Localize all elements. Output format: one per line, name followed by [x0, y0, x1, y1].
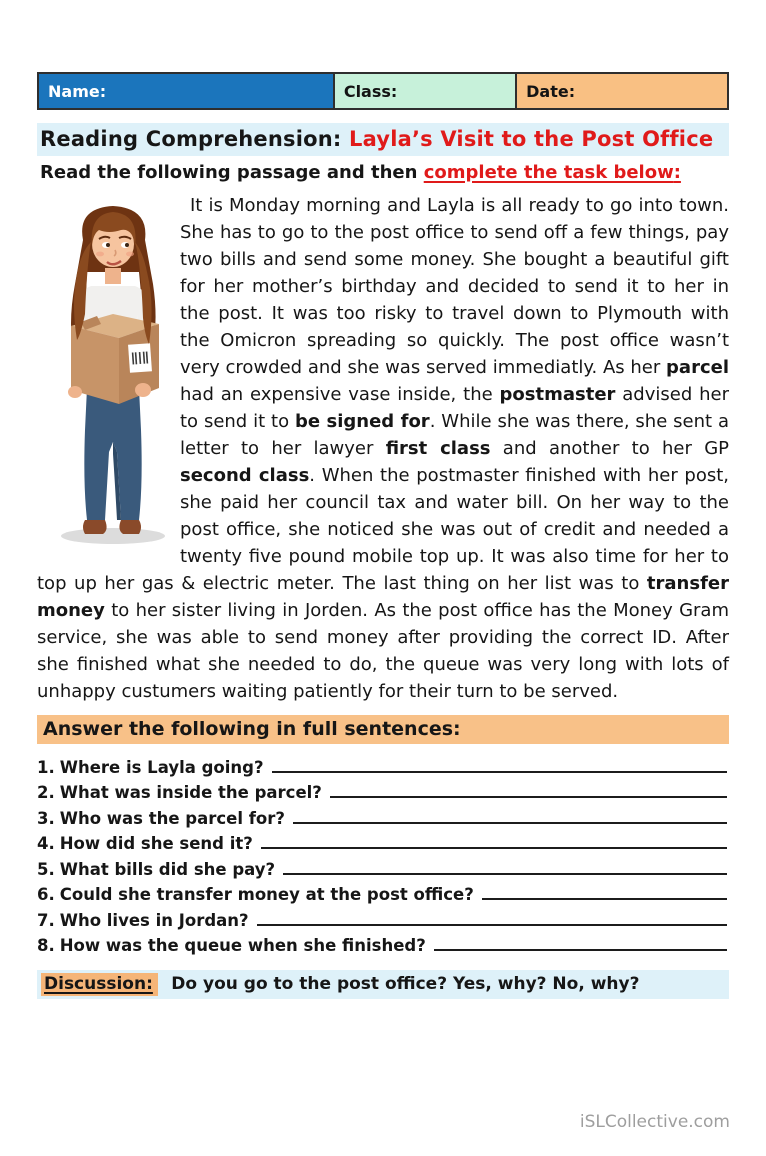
- question-text: What was inside the parcel?: [59, 783, 322, 802]
- instruction-colon: :: [673, 162, 681, 183]
- islcollective-watermark: iSLCollective.com: [579, 1112, 730, 1132]
- answer-blank-line[interactable]: [257, 908, 727, 926]
- worksheet-page: [0, 72, 766, 1156]
- passage-segment: advised her to send it to: [180, 384, 729, 432]
- reading-passage: [37, 192, 729, 705]
- questions-list: [37, 751, 729, 955]
- title-topic: Layla’s Visit to the Post Office: [349, 127, 714, 151]
- passage-keyword: postmaster: [499, 384, 616, 405]
- answer-blank-line[interactable]: [261, 831, 727, 849]
- passage-segment: It is Monday morning and Layla is all ready to go into town. She has to go to the post office to send off a few things, pay two bills and send some money. She bought a beautiful gift for her mother’s birthday and decided to send it to her in the post. It was too risky to travel down to Plymouth with the Omicron spreading so quickly. The post office wasn’t very crowded and she was served immediatly. As her: [180, 195, 729, 378]
- question-row: [37, 751, 729, 777]
- discussion-label: Discussion:: [41, 973, 158, 996]
- instruction-line: [37, 162, 729, 183]
- answer-blank-line[interactable]: [272, 755, 727, 773]
- question-row: [37, 828, 729, 854]
- title-prefix: Reading Comprehension:: [40, 127, 349, 151]
- answer-blank-line[interactable]: [434, 933, 727, 951]
- woman-with-parcel-icon: [47, 194, 180, 546]
- answer-blank-line[interactable]: [293, 806, 727, 824]
- passage-segment: and another to her GP: [490, 438, 730, 459]
- question-text: Could she transfer money at the post office?: [59, 885, 474, 904]
- question-number: 1.: [37, 757, 55, 777]
- instruction-prefix: Read the following passage and then: [40, 162, 424, 183]
- instruction-task-link: complete the task below: [423, 162, 674, 183]
- class-field[interactable]: [335, 74, 517, 108]
- question-text: Who lives in Jordan?: [59, 910, 249, 930]
- passage-segment: . When the postmaster finished with her post, she paid her council tax and water bill. On her way to the post office, she noticed she was out of credit and needed a twenty five pound mobile top up. It was also time for her to top up her gas & electric meter. The last thing on her list was to: [37, 465, 729, 594]
- passage-keyword: second class: [180, 465, 310, 486]
- discussion-question: Do you go to the post office? Yes, why? No, why?: [171, 974, 640, 994]
- answer-section-heading: Answer the following in full sentences:: [37, 715, 729, 744]
- question-text: How was the queue when she finished?: [59, 936, 426, 955]
- question-row: [37, 879, 729, 905]
- answer-blank-line[interactable]: [330, 780, 727, 798]
- date-label: Date:: [526, 81, 576, 101]
- passage-keyword: first class: [385, 438, 491, 459]
- question-number: 2.: [37, 783, 55, 802]
- question-row: [37, 904, 729, 930]
- name-field[interactable]: [39, 74, 335, 108]
- question-number: 3.: [37, 808, 55, 828]
- answer-blank-line[interactable]: [283, 857, 727, 875]
- answer-blank-line[interactable]: [482, 882, 727, 900]
- question-row: [37, 930, 729, 956]
- worksheet-title: [37, 123, 729, 156]
- passage-segment: . While she was there, she sent a letter to her lawyer: [180, 411, 729, 459]
- question-text: How did she send it?: [59, 834, 253, 853]
- question-row: [37, 777, 729, 803]
- question-number: 4.: [37, 834, 55, 853]
- question-number: 8.: [37, 936, 55, 955]
- name-label: Name:: [48, 81, 107, 101]
- discussion-bar: [37, 970, 729, 999]
- question-text: What bills did she pay?: [59, 859, 276, 879]
- question-number: 6.: [37, 885, 55, 904]
- student-info-bar: [37, 72, 729, 110]
- question-number: 7.: [37, 910, 55, 930]
- date-field[interactable]: [517, 74, 727, 108]
- passage-keyword: parcel: [666, 357, 729, 378]
- question-text: Who was the parcel for?: [59, 808, 285, 828]
- passage-segment: had an expensive vase inside, the: [180, 384, 500, 405]
- passage-keyword: be signed for: [295, 411, 430, 432]
- woman-with-parcel-illustration: [37, 194, 170, 546]
- class-label: Class:: [343, 81, 398, 101]
- question-number: 5.: [37, 859, 55, 879]
- passage-segment: to her sister living in Jorden. As the post office has the Money Gram service, she was able to send money after providing the correct ID. After she finished what she needed to do, the queue was very long with lots of unhappy custumers waiting patiently for their turn to be served.: [37, 600, 729, 702]
- question-text: Where is Layla going?: [59, 757, 264, 777]
- question-row: [37, 853, 729, 879]
- passage-keyword: transfer money: [37, 573, 729, 621]
- question-row: [37, 802, 729, 828]
